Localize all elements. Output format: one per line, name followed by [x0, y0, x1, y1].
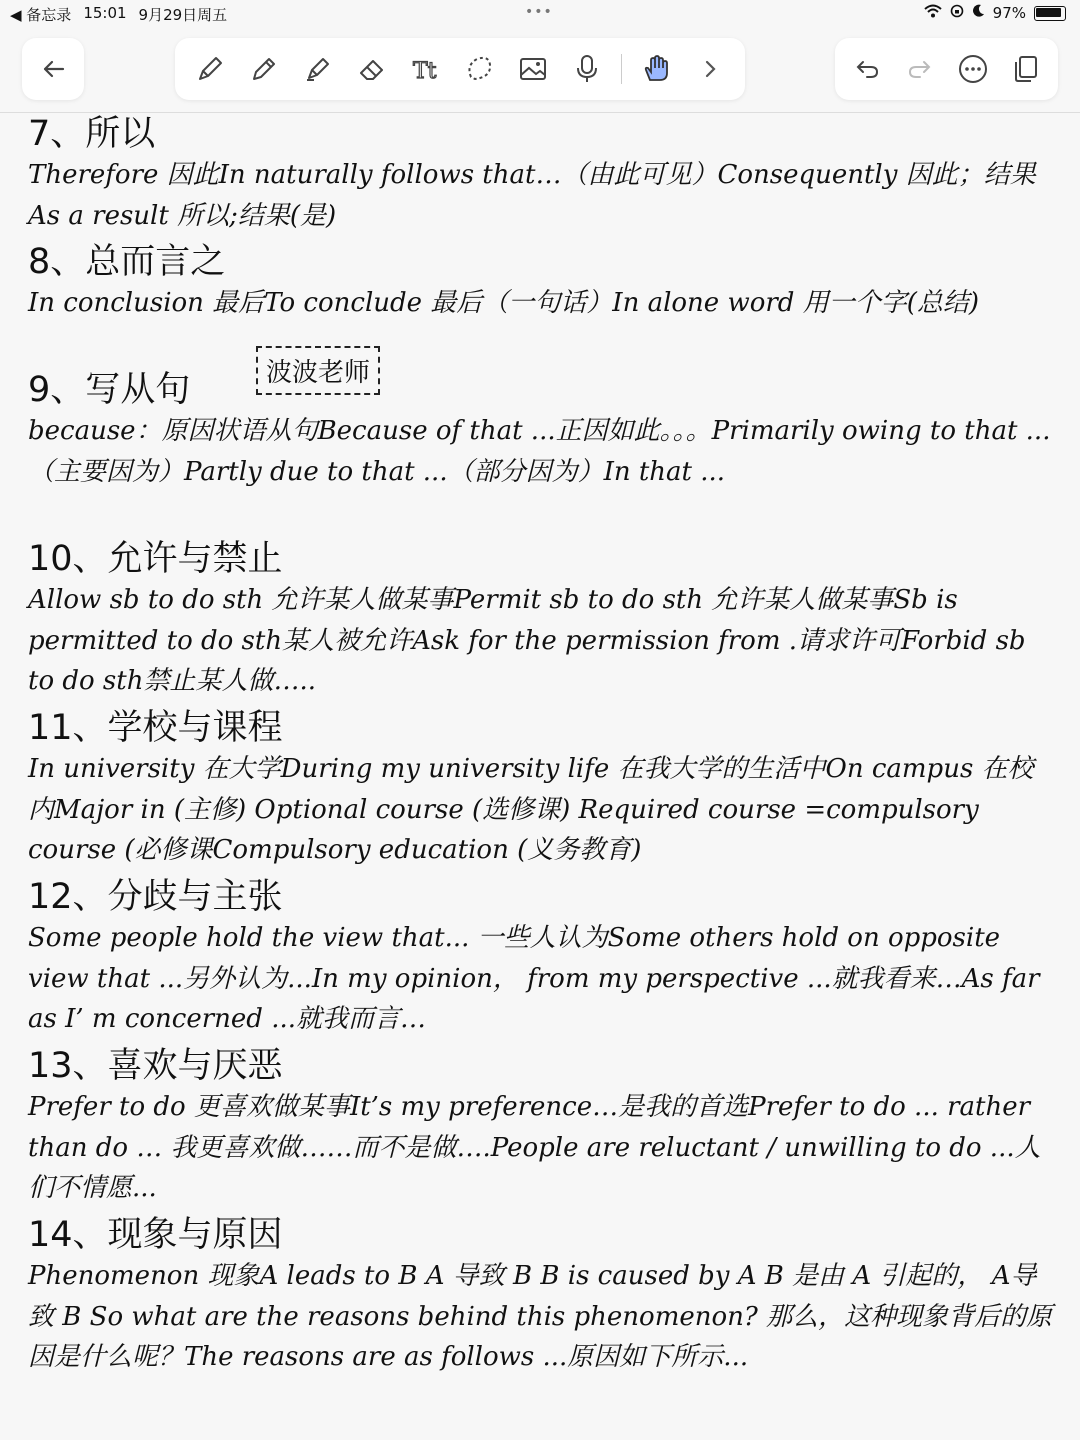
section-text: In conclusion 最后To conclude 最后（一句话）In alone word 用一个字(总结)	[28, 288, 979, 318]
undo-icon[interactable]	[847, 49, 887, 89]
section-text: Prefer to do 更喜欢做某事It’s my preference…是我的首选Prefer to do ... rather than do … 我更喜欢做……而不是做….People are reluctant / unwilling to do ...人们不情愿...	[28, 1092, 1041, 1203]
section-13	[28, 1046, 1058, 1209]
section-text: Phenomenon 现象A leads to B A 导致 B B is caused by A B 是由 A 引起的， A导致 B So what are the reasons behind this phenomenon? 那么，这种现象背后的原因是什么呢？The reasons are as follows ...原因如下所示...	[28, 1261, 1053, 1372]
chevron-right-icon[interactable]	[690, 49, 730, 89]
pen-tool-icon[interactable]	[190, 49, 230, 89]
section-heading: 11、学校与课程	[28, 708, 283, 748]
multitask-dots[interactable]: •••	[525, 4, 553, 20]
toolbar-divider	[0, 112, 1080, 113]
section-heading: 9、写从句	[28, 370, 191, 410]
eraser-tool-icon[interactable]	[352, 49, 392, 89]
section-11	[28, 708, 1058, 871]
section-heading: 13、喜欢与厌恶	[28, 1046, 283, 1086]
wifi-icon	[924, 4, 942, 22]
lasso-tool-icon[interactable]	[459, 49, 499, 89]
back-group	[22, 38, 84, 100]
toolbar-separator	[621, 54, 622, 84]
section-text: because：原因状语从句Because of that ...正因如此。。。Primarily owing to that ...（主要因为）Partly due to that ...（部分因为）In that ...	[28, 416, 1051, 487]
section-text: Therefore 因此In naturally follows that…（由此可见）Consequently 因此；结果As a result 所以;结果(是)	[28, 160, 1036, 231]
section-heading: 14、现象与原因	[28, 1215, 283, 1255]
pencil-tool-icon[interactable]	[244, 49, 284, 89]
section-8	[28, 242, 1058, 324]
back-arrow-icon[interactable]	[33, 49, 73, 89]
drawing-tools-group	[175, 38, 745, 100]
svg-text:Tt: Tt	[412, 59, 437, 84]
lock-rotation-icon	[950, 4, 964, 22]
clock: 15:01	[83, 4, 127, 22]
section-text: Allow sb to do sth 允许某人做某事Permit sb to do sth 允许某人做某事Sb is permitted to do sth某人被允许Ask for the permission from .请求许可Forbid sb to do sth禁止某人做…..	[28, 585, 1026, 696]
hand-tool-icon[interactable]	[636, 49, 676, 89]
image-tool-icon[interactable]	[513, 49, 553, 89]
section-heading: 8、总而言之	[28, 242, 226, 282]
pages-icon[interactable]	[1006, 49, 1046, 89]
more-options-icon[interactable]	[953, 49, 993, 89]
edit-actions-group	[835, 38, 1058, 100]
watermark-text-box[interactable]: 波波老师	[256, 346, 380, 395]
section-heading: 10、允许与禁止	[28, 539, 283, 579]
section-heading: 12、分歧与主张	[28, 877, 283, 917]
battery-icon	[1034, 6, 1066, 21]
section-heading: 7、所以	[28, 114, 156, 154]
section-text: In university 在大学During my university life 在我大学的生活中On campus 在校内Major in (主修) Optional course (选修课) Required course =compulsory course (必修课Compulsory education (义务教育)	[28, 754, 1034, 865]
back-to-app-label[interactable]: ◀ 备忘录	[10, 6, 72, 24]
moon-icon	[972, 4, 985, 22]
highlighter-tool-icon[interactable]	[298, 49, 338, 89]
section-7	[28, 114, 1058, 236]
text-tool-icon[interactable]	[406, 49, 446, 89]
section-9	[28, 370, 1058, 492]
battery-percent: 97%	[992, 4, 1026, 22]
section-12	[28, 877, 1058, 1040]
section-text: Some people hold the view that... 一些人认为Some others hold on opposite view that ...另外认为...In my opinion， from my perspective ...就我看来…As far as I’ m concerned ...就我而言…	[28, 923, 1040, 1034]
redo-icon[interactable]	[900, 49, 940, 89]
date: 9月29日周五	[138, 6, 228, 24]
section-10	[28, 539, 1058, 702]
status-bar	[0, 0, 1080, 28]
mic-tool-icon[interactable]	[567, 49, 607, 89]
section-14	[28, 1215, 1058, 1378]
